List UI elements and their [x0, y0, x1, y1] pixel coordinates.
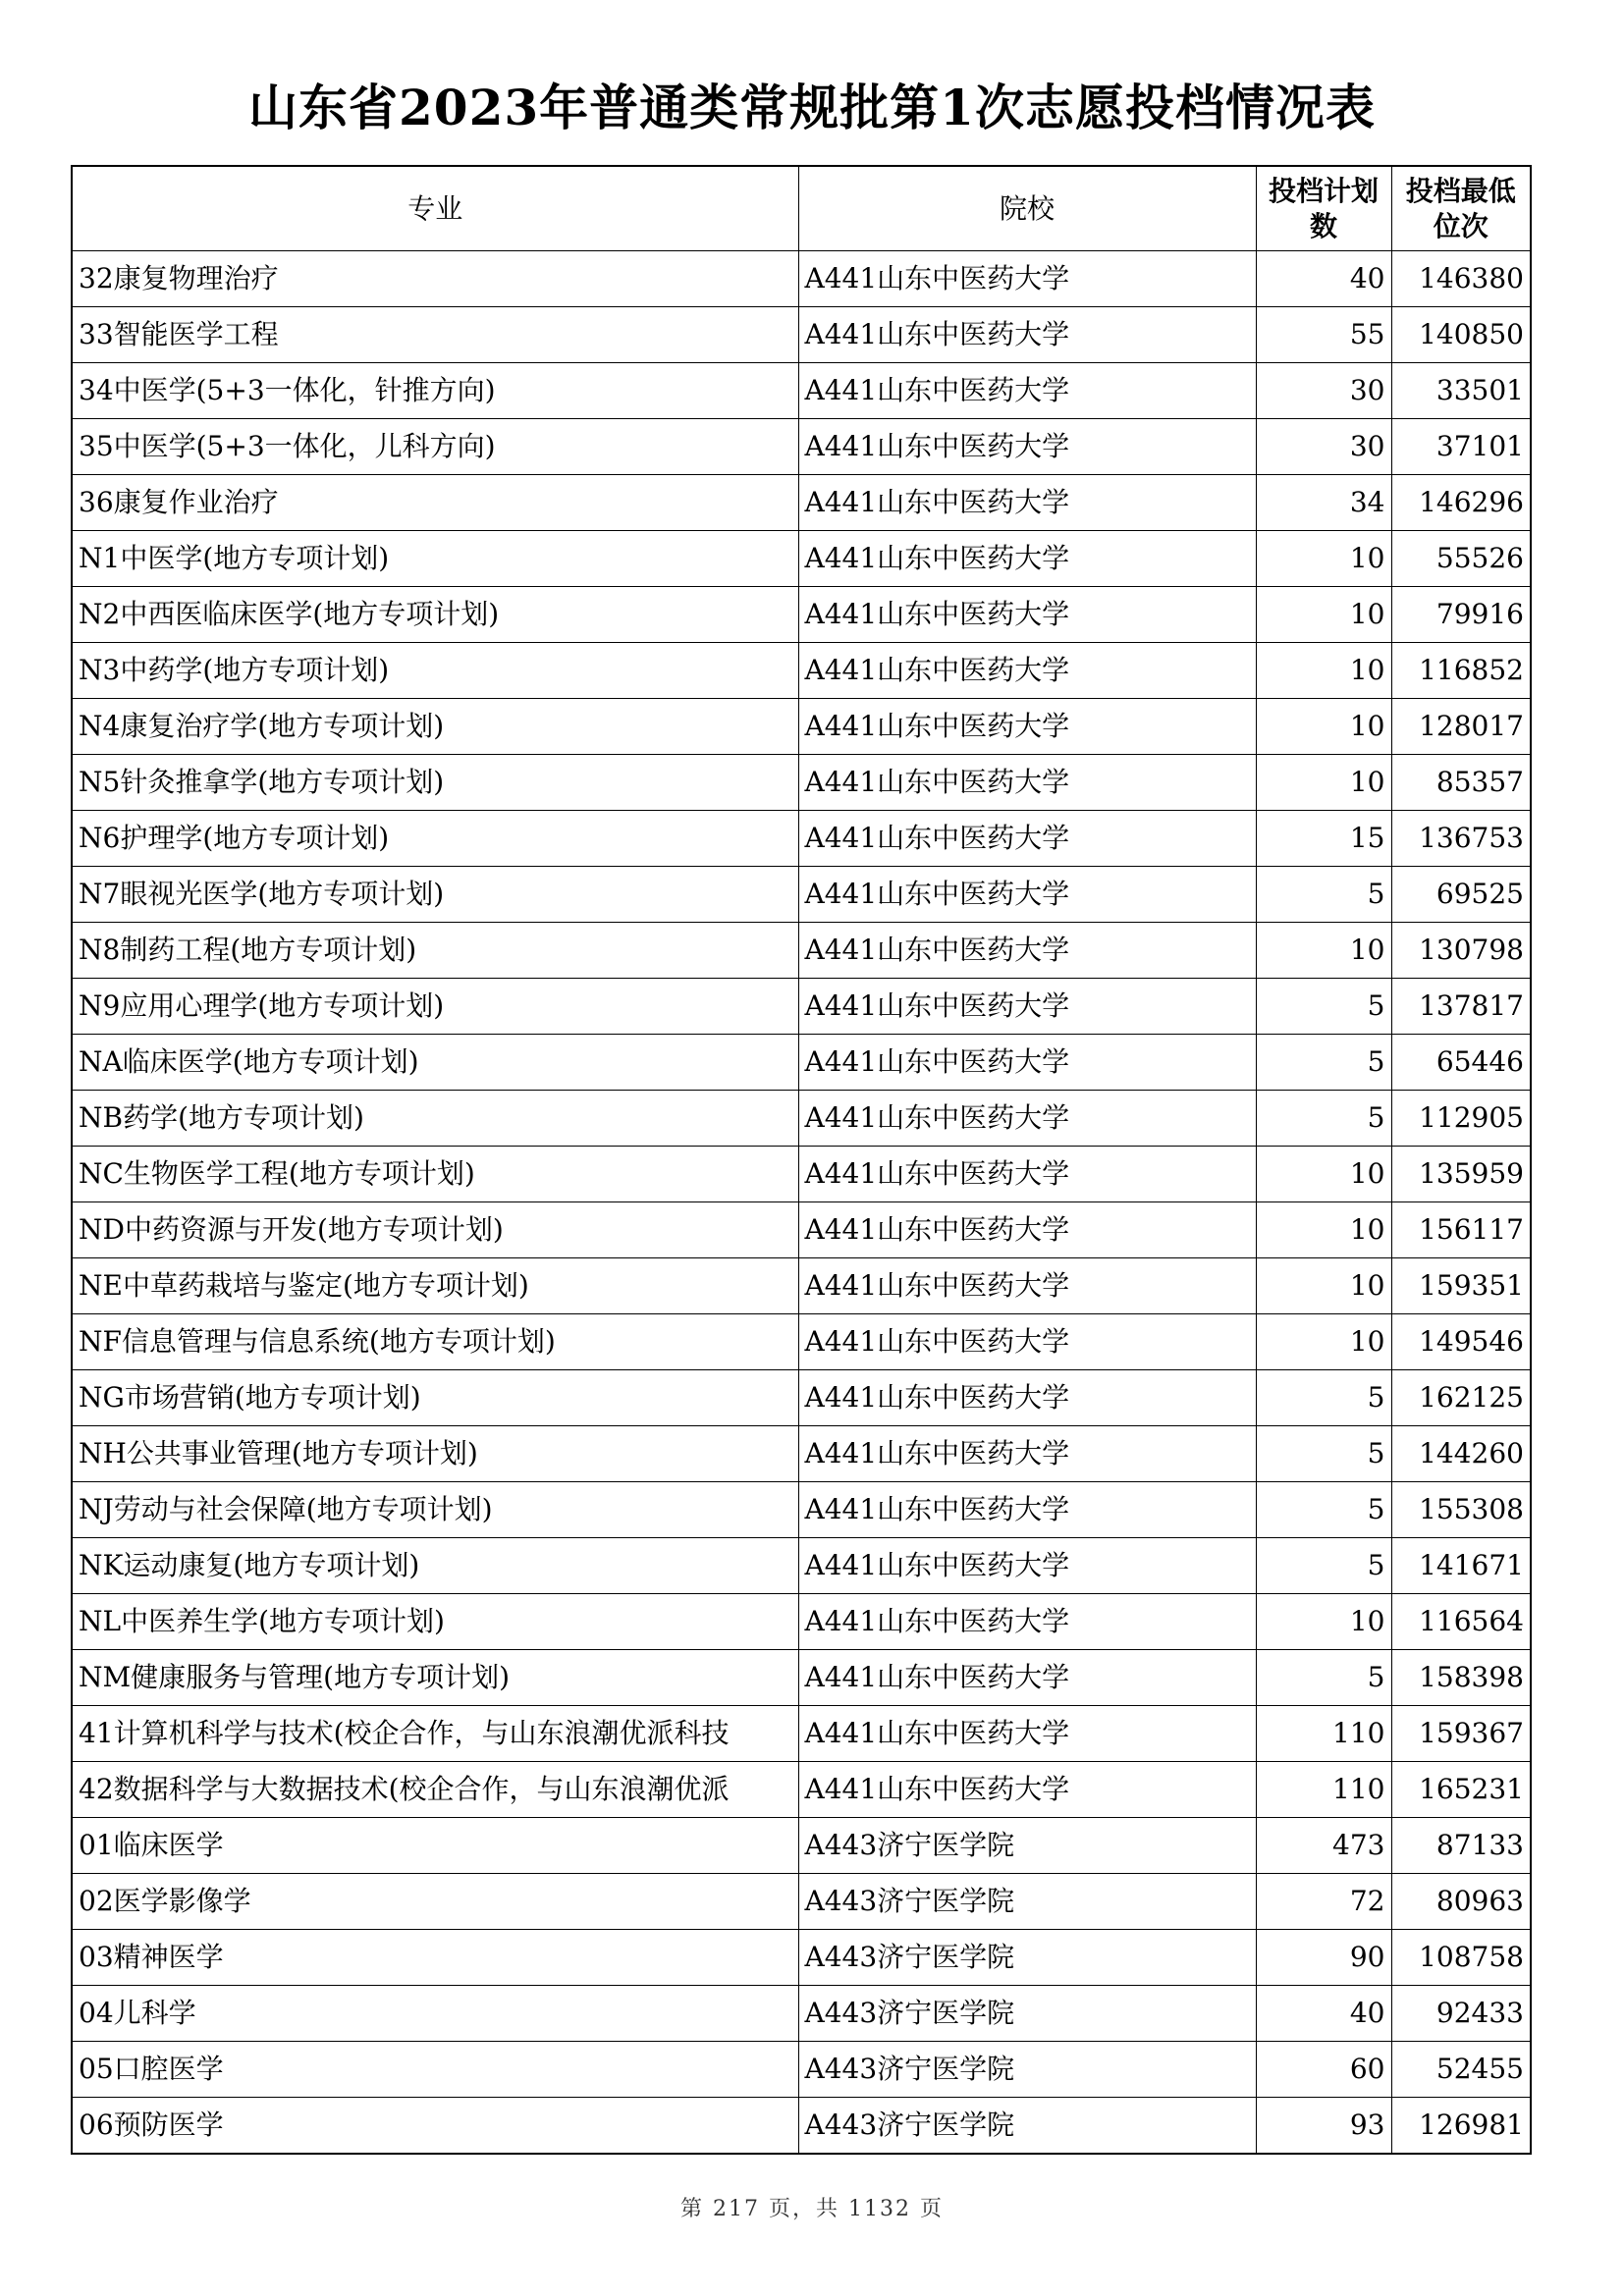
plan-count-cell: 5 [1256, 1370, 1391, 1426]
min-rank-cell: 92433 [1391, 1986, 1531, 2042]
major-cell: N2中西医临床医学(地方专项计划) [72, 587, 798, 643]
page-footer: 第 217 页，共 1132 页 [680, 2197, 944, 2221]
table-row [72, 1482, 1531, 1538]
min-rank-cell: 79916 [1391, 587, 1531, 643]
plan-count-cell: 10 [1256, 643, 1391, 699]
major-cell: N8制药工程(地方专项计划) [72, 923, 798, 979]
table-row [72, 1818, 1531, 1874]
school-cell: A441山东中医药大学 [798, 755, 1256, 811]
major-cell: 33智能医学工程 [72, 307, 798, 363]
school-cell: A443济宁医学院 [798, 2042, 1256, 2098]
min-rank-cell: 55526 [1391, 531, 1531, 587]
min-rank-cell: 69525 [1391, 867, 1531, 923]
major-cell: NM健康服务与管理(地方专项计划) [72, 1650, 798, 1706]
table-row [72, 1930, 1531, 1986]
min-rank-cell: 158398 [1391, 1650, 1531, 1706]
school-cell: A443济宁医学院 [798, 1930, 1256, 1986]
table-row [72, 1874, 1531, 1930]
table-row [72, 643, 1531, 699]
min-rank-cell: 137817 [1391, 979, 1531, 1035]
min-rank-cell: 162125 [1391, 1370, 1531, 1426]
school-cell: A441山东中医药大学 [798, 923, 1256, 979]
plan-count-cell: 93 [1256, 2098, 1391, 2155]
school-cell: A443济宁医学院 [798, 2098, 1256, 2155]
major-cell: 34中医学(5+3一体化，针推方向) [72, 363, 798, 419]
plan-count-cell: 10 [1256, 1594, 1391, 1650]
plan-count-cell: 5 [1256, 979, 1391, 1035]
major-cell: N5针灸推拿学(地方专项计划) [72, 755, 798, 811]
table-row [72, 923, 1531, 979]
min-rank-cell: 135959 [1391, 1147, 1531, 1202]
major-cell: 03精神医学 [72, 1930, 798, 1986]
major-cell: NF信息管理与信息系统(地方专项计划) [72, 1314, 798, 1370]
min-rank-cell: 144260 [1391, 1426, 1531, 1482]
major-cell: 41计算机科学与技术(校企合作，与山东浪潮优派科技 [72, 1706, 798, 1762]
table-row [72, 1538, 1531, 1594]
table-row [72, 587, 1531, 643]
plan-count-cell: 5 [1256, 1650, 1391, 1706]
major-cell: N7眼视光医学(地方专项计划) [72, 867, 798, 923]
table-row [72, 419, 1531, 475]
plan-count-cell: 10 [1256, 699, 1391, 755]
admission-table [71, 165, 1532, 2155]
school-cell: A441山东中医药大学 [798, 1594, 1256, 1650]
min-rank-cell: 116564 [1391, 1594, 1531, 1650]
major-cell: NK运动康复(地方专项计划) [72, 1538, 798, 1594]
table-row [72, 1035, 1531, 1091]
table-row [72, 2098, 1531, 2155]
min-rank-cell: 87133 [1391, 1818, 1531, 1874]
major-cell: NJ劳动与社会保障(地方专项计划) [72, 1482, 798, 1538]
table-row [72, 1650, 1531, 1706]
table-row [72, 755, 1531, 811]
table-row [72, 475, 1531, 531]
plan-count-cell: 5 [1256, 1482, 1391, 1538]
school-cell: A441山东中医药大学 [798, 1314, 1256, 1370]
major-cell: N6护理学(地方专项计划) [72, 811, 798, 867]
plan-count-cell: 10 [1256, 755, 1391, 811]
major-cell: NG市场营销(地方专项计划) [72, 1370, 798, 1426]
header-major: 专业 [72, 166, 798, 251]
major-cell: NC生物医学工程(地方专项计划) [72, 1147, 798, 1202]
major-cell: 01临床医学 [72, 1818, 798, 1874]
table-row [72, 1426, 1531, 1482]
school-cell: A441山东中医药大学 [798, 587, 1256, 643]
table-row [72, 1202, 1531, 1258]
plan-count-cell: 10 [1256, 531, 1391, 587]
table-row [72, 363, 1531, 419]
plan-count-cell: 55 [1256, 307, 1391, 363]
header-min-rank: 投档最低位次 [1391, 166, 1531, 251]
school-cell: A441山东中医药大学 [798, 1762, 1256, 1818]
major-cell: 35中医学(5+3一体化，儿科方向) [72, 419, 798, 475]
table-row [72, 2042, 1531, 2098]
major-cell: N4康复治疗学(地方专项计划) [72, 699, 798, 755]
major-cell: NA临床医学(地方专项计划) [72, 1035, 798, 1091]
table-row [72, 251, 1531, 307]
table-row [72, 1258, 1531, 1314]
min-rank-cell: 146380 [1391, 251, 1531, 307]
plan-count-cell: 5 [1256, 1538, 1391, 1594]
school-cell: A441山东中医药大学 [798, 979, 1256, 1035]
table-row [72, 1594, 1531, 1650]
table-row [72, 699, 1531, 755]
plan-count-cell: 34 [1256, 475, 1391, 531]
school-cell: A441山东中医药大学 [798, 251, 1256, 307]
table-row [72, 1314, 1531, 1370]
min-rank-cell: 149546 [1391, 1314, 1531, 1370]
school-cell: A441山东中医药大学 [798, 699, 1256, 755]
school-cell: A441山东中医药大学 [798, 1706, 1256, 1762]
min-rank-cell: 37101 [1391, 419, 1531, 475]
header-school: 院校 [798, 166, 1256, 251]
school-cell: A443济宁医学院 [798, 1986, 1256, 2042]
plan-count-cell: 110 [1256, 1706, 1391, 1762]
table-row [72, 867, 1531, 923]
plan-count-cell: 10 [1256, 1202, 1391, 1258]
major-cell: N1中医学(地方专项计划) [72, 531, 798, 587]
school-cell: A441山东中医药大学 [798, 1147, 1256, 1202]
header-plan: 投档计划数 [1256, 166, 1391, 251]
plan-count-cell: 473 [1256, 1818, 1391, 1874]
min-rank-cell: 80963 [1391, 1874, 1531, 1930]
school-cell: A443济宁医学院 [798, 1874, 1256, 1930]
school-cell: A441山东中医药大学 [798, 1538, 1256, 1594]
table-row [72, 307, 1531, 363]
school-cell: A443济宁医学院 [798, 1818, 1256, 1874]
table-row [72, 1706, 1531, 1762]
min-rank-cell: 140850 [1391, 307, 1531, 363]
min-rank-cell: 52455 [1391, 2042, 1531, 2098]
plan-count-cell: 10 [1256, 1314, 1391, 1370]
plan-count-cell: 10 [1256, 923, 1391, 979]
plan-count-cell: 10 [1256, 1258, 1391, 1314]
school-cell: A441山东中医药大学 [798, 1426, 1256, 1482]
table-body [72, 251, 1531, 2155]
major-cell: 02医学影像学 [72, 1874, 798, 1930]
major-cell: 36康复作业治疗 [72, 475, 798, 531]
school-cell: A441山东中医药大学 [798, 1482, 1256, 1538]
school-cell: A441山东中医药大学 [798, 1650, 1256, 1706]
major-cell: N3中药学(地方专项计划) [72, 643, 798, 699]
major-cell: NL中医养生学(地方专项计划) [72, 1594, 798, 1650]
min-rank-cell: 112905 [1391, 1091, 1531, 1147]
page-title: 山东省2023年普通类常规批第1次志愿投档情况表 [248, 79, 1376, 136]
min-rank-cell: 116852 [1391, 643, 1531, 699]
school-cell: A441山东中医药大学 [798, 867, 1256, 923]
plan-count-cell: 110 [1256, 1762, 1391, 1818]
plan-count-cell: 72 [1256, 1874, 1391, 1930]
school-cell: A441山东中医药大学 [798, 1370, 1256, 1426]
min-rank-cell: 108758 [1391, 1930, 1531, 1986]
table-row [72, 979, 1531, 1035]
school-cell: A441山东中医药大学 [798, 1035, 1256, 1091]
min-rank-cell: 126981 [1391, 2098, 1531, 2155]
major-cell: 32康复物理治疗 [72, 251, 798, 307]
plan-count-cell: 30 [1256, 363, 1391, 419]
table-header-row [72, 166, 1531, 251]
school-cell: A441山东中医药大学 [798, 363, 1256, 419]
plan-count-cell: 5 [1256, 867, 1391, 923]
school-cell: A441山东中医药大学 [798, 475, 1256, 531]
plan-count-cell: 5 [1256, 1035, 1391, 1091]
plan-count-cell: 10 [1256, 1147, 1391, 1202]
school-cell: A441山东中医药大学 [798, 1202, 1256, 1258]
table-row [72, 1762, 1531, 1818]
min-rank-cell: 159351 [1391, 1258, 1531, 1314]
major-cell: 04儿科学 [72, 1986, 798, 2042]
school-cell: A441山东中医药大学 [798, 307, 1256, 363]
table-row [72, 1986, 1531, 2042]
major-cell: 06预防医学 [72, 2098, 798, 2155]
plan-count-cell: 5 [1256, 1091, 1391, 1147]
min-rank-cell: 155308 [1391, 1482, 1531, 1538]
school-cell: A441山东中医药大学 [798, 531, 1256, 587]
table-row [72, 1370, 1531, 1426]
major-cell: N9应用心理学(地方专项计划) [72, 979, 798, 1035]
school-cell: A441山东中医药大学 [798, 643, 1256, 699]
min-rank-cell: 159367 [1391, 1706, 1531, 1762]
major-cell: 42数据科学与大数据技术(校企合作，与山东浪潮优派 [72, 1762, 798, 1818]
table-row [72, 811, 1531, 867]
min-rank-cell: 65446 [1391, 1035, 1531, 1091]
table-row [72, 1091, 1531, 1147]
school-cell: A441山东中医药大学 [798, 1091, 1256, 1147]
plan-count-cell: 60 [1256, 2042, 1391, 2098]
plan-count-cell: 30 [1256, 419, 1391, 475]
plan-count-cell: 15 [1256, 811, 1391, 867]
min-rank-cell: 85357 [1391, 755, 1531, 811]
school-cell: A441山东中医药大学 [798, 811, 1256, 867]
table-row [72, 531, 1531, 587]
plan-count-cell: 5 [1256, 1426, 1391, 1482]
table-row [72, 1147, 1531, 1202]
plan-count-cell: 90 [1256, 1930, 1391, 1986]
min-rank-cell: 33501 [1391, 363, 1531, 419]
min-rank-cell: 130798 [1391, 923, 1531, 979]
major-cell: 05口腔医学 [72, 2042, 798, 2098]
plan-count-cell: 10 [1256, 587, 1391, 643]
min-rank-cell: 136753 [1391, 811, 1531, 867]
major-cell: NB药学(地方专项计划) [72, 1091, 798, 1147]
plan-count-cell: 40 [1256, 251, 1391, 307]
major-cell: NH公共事业管理(地方专项计划) [72, 1426, 798, 1482]
min-rank-cell: 141671 [1391, 1538, 1531, 1594]
min-rank-cell: 128017 [1391, 699, 1531, 755]
min-rank-cell: 156117 [1391, 1202, 1531, 1258]
min-rank-cell: 146296 [1391, 475, 1531, 531]
school-cell: A441山东中医药大学 [798, 1258, 1256, 1314]
min-rank-cell: 165231 [1391, 1762, 1531, 1818]
major-cell: NE中草药栽培与鉴定(地方专项计划) [72, 1258, 798, 1314]
major-cell: ND中药资源与开发(地方专项计划) [72, 1202, 798, 1258]
plan-count-cell: 40 [1256, 1986, 1391, 2042]
school-cell: A441山东中医药大学 [798, 419, 1256, 475]
